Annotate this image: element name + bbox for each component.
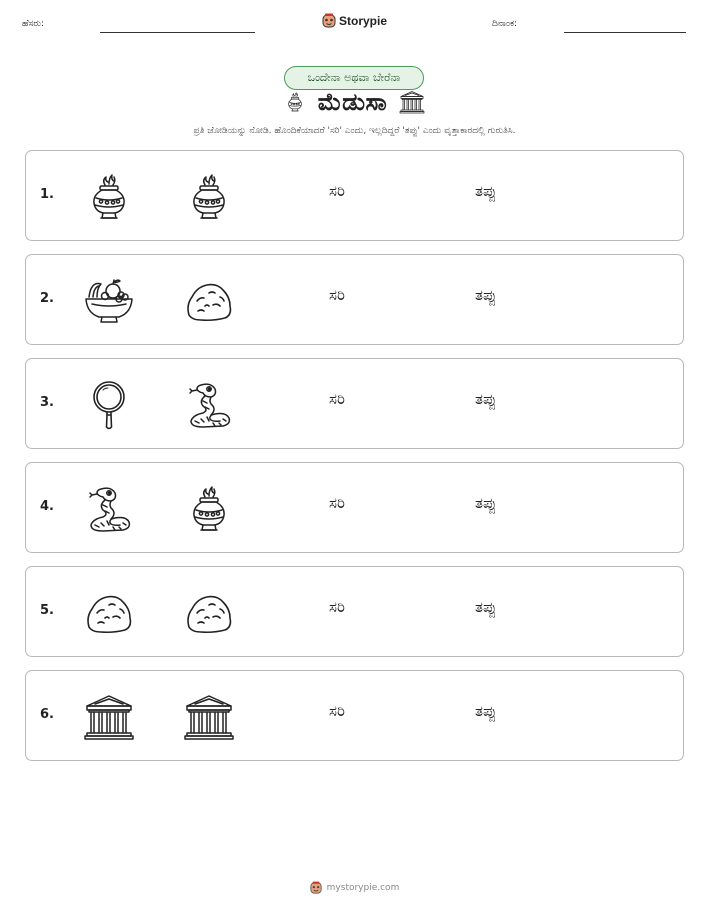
question-number: 4. [40, 499, 54, 514]
pot-icon [284, 89, 306, 115]
question-card [25, 462, 684, 553]
option-wrong[interactable]: ತಪ್ಪು [475, 182, 497, 200]
option-correct[interactable]: ಸರಿ [329, 702, 345, 720]
option-wrong[interactable]: ತಪ್ಪು [475, 390, 497, 408]
pot-icon [183, 483, 235, 535]
question-number: 5. [40, 603, 54, 618]
brand-logo [322, 13, 387, 29]
question-card [25, 254, 684, 345]
option-correct[interactable]: ಸರಿ [329, 182, 345, 200]
title-row [0, 88, 709, 116]
pot-icon [183, 171, 235, 223]
instructions: ಪ್ರತಿ ಜೋಡಿಯನ್ನು ನೋಡಿ. ಹೊಂದಿಕೆಯಾದರೆ 'ಸರಿ' ಎಂದು, ಇಲ್ಲದಿದ್ದರೆ 'ತಪ್ಪು' ಎಂದು ವೃತ್ತಾಕಾರದಲ್ಲಿ ಗುರುತಿಸಿ. [193, 126, 516, 136]
question-number: 2. [40, 291, 54, 306]
option-correct[interactable]: ಸರಿ [329, 494, 345, 512]
rock-icon [183, 275, 235, 327]
option-correct[interactable]: ಸರಿ [329, 286, 345, 304]
option-wrong[interactable]: ತಪ್ಪು [475, 702, 497, 720]
snake-icon [183, 379, 235, 431]
fruit-bowl-icon [83, 275, 135, 327]
question-number: 3. [40, 395, 54, 410]
footer-url[interactable]: mystorypie.com [326, 883, 400, 893]
question-number: 1. [40, 187, 54, 202]
option-correct[interactable]: ಸರಿ [329, 390, 345, 408]
storypie-mascot-icon [322, 13, 336, 29]
pot-icon [83, 171, 135, 223]
storypie-mascot-icon [310, 881, 322, 895]
question-number: 6. [40, 707, 54, 722]
option-wrong[interactable]: ತಪ್ಪು [475, 286, 497, 304]
question-card [25, 358, 684, 449]
option-wrong[interactable]: ತಪ್ಪು [475, 598, 497, 616]
name-line[interactable] [100, 32, 255, 33]
rock-icon [83, 587, 135, 639]
option-correct[interactable]: ಸರಿ [329, 598, 345, 616]
question-card [25, 670, 684, 761]
name-label: ಹೆಸರು: [22, 19, 45, 29]
question-card [25, 566, 684, 657]
temple-icon [399, 89, 425, 115]
question-card [25, 150, 684, 241]
temple-icon [183, 691, 235, 743]
option-wrong[interactable]: ತಪ್ಪು [475, 494, 497, 512]
date-line[interactable] [564, 32, 686, 33]
snake-icon [83, 483, 135, 535]
date-label: ದಿನಾಂಕ: [492, 19, 518, 29]
rock-icon [183, 587, 235, 639]
footer [0, 881, 709, 895]
mirror-icon [83, 379, 135, 431]
page-title: ಮೆಡುಸಾ [317, 88, 388, 116]
activity-badge: ಒಂದೇನಾ ಅಥವಾ ಬೇರೆನಾ [284, 66, 424, 90]
brand-name: Storypie [339, 14, 388, 28]
temple-icon [83, 691, 135, 743]
